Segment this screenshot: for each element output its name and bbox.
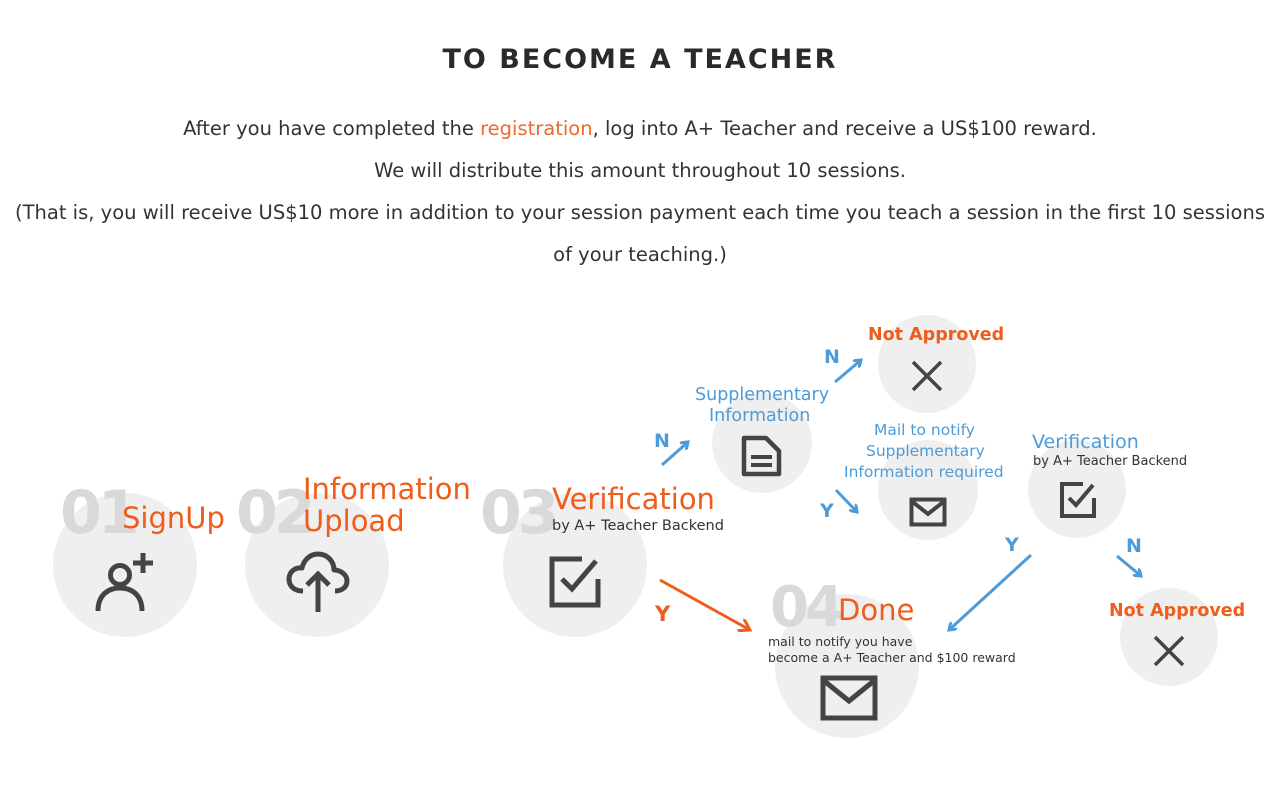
arrow-label-n-supplementary: N: [654, 430, 670, 452]
supplementary-label-line-1: Supplementary: [695, 385, 830, 405]
arrow-verification2-to-done: [949, 555, 1031, 630]
step-2-number: 02: [236, 478, 312, 548]
mail-notify-line-1: Mail to notify: [874, 421, 975, 439]
step-2-label-line-1: Information: [303, 472, 471, 506]
intro-line-4: of your teaching.): [553, 243, 727, 266]
not-approved-right-label: Not Approved: [1109, 601, 1246, 621]
arrow-to-mail-notify: [836, 490, 857, 512]
registration-link[interactable]: registration: [480, 117, 593, 140]
step-1-number: 01: [60, 478, 136, 548]
step-4-label: Done: [838, 593, 915, 627]
mail-notify-line-2: Supplementary: [866, 442, 985, 460]
arrow-label-n-not-approved-top: N: [824, 346, 840, 368]
step-3-number: 03: [480, 478, 556, 548]
intro-line-2: We will distribute this amount throughout 10 sessions.: [374, 159, 906, 182]
step-3-sub: by A+ Teacher Backend: [552, 518, 724, 534]
supplementary-label-line-2: Information: [709, 406, 811, 426]
arrow-label-n-not-approved-right: N: [1126, 535, 1142, 557]
intro-line-1-start: After you have completed the: [183, 117, 481, 140]
verification-2-label: Verification: [1032, 431, 1139, 453]
intro-line-1-end: , log into A+ Teacher and receive a US$100 reward.: [592, 117, 1097, 140]
step-4-number: 04: [770, 575, 840, 640]
mail-notify-line-3: Information required: [844, 463, 1004, 481]
step-2-label-line-2: Upload: [303, 504, 405, 538]
step-3-label: Verification: [552, 482, 715, 516]
arrow-label-y-mail-notify: Y: [820, 500, 834, 522]
verification-2-sub: by A+ Teacher Backend: [1033, 454, 1188, 469]
arrow-label-y-verification2: Y: [1005, 534, 1019, 556]
not-approved-top-label: Not Approved: [868, 325, 1005, 345]
arrow-label-y-done: Y: [655, 602, 671, 626]
arrow-to-not-approved-right: [1117, 556, 1141, 576]
page-title: TO BECOME A TEACHER: [442, 44, 838, 75]
arrow-verification-to-done: [660, 580, 750, 630]
step-4-sub-line-2: become a A+ Teacher and $100 reward: [768, 650, 1016, 665]
step-4-sub-line-1: mail to notify you have: [768, 634, 913, 649]
intro-line-3: (That is, you will receive US$10 more in addition to your session payment each time you teach a session in the first 10 sessions: [15, 201, 1265, 224]
step-1-label: SignUp: [122, 501, 225, 535]
